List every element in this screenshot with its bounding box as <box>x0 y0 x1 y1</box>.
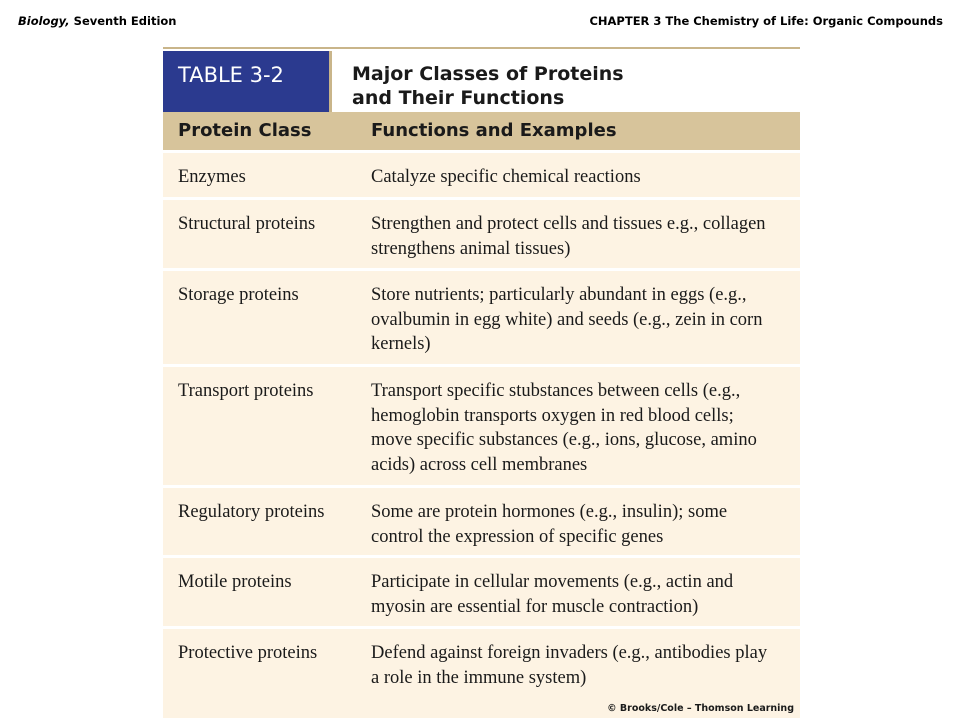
table-row <box>163 555 800 626</box>
function-line: Strengthen and protect cells and tissues e.g., collagen <box>371 214 766 234</box>
table-row <box>163 197 800 268</box>
function-line: strengthens animal tissues) <box>371 238 571 259</box>
column-header-functions: Functions and Examples <box>371 120 617 141</box>
function-cell <box>371 379 796 477</box>
book-edition: Seventh Edition <box>69 14 177 28</box>
protein-class-cell: Motile proteins <box>178 572 292 592</box>
function-line: Store nutrients; particularly abundant in eggs (e.g., <box>371 285 747 305</box>
function-line: control the expression of specific genes <box>371 526 664 547</box>
table-row <box>163 268 800 364</box>
table-number-label: TABLE 3-2 <box>163 51 329 114</box>
protein-class-cell: Regulatory proteins <box>178 502 325 522</box>
protein-class-cell: Enzymes <box>178 167 246 187</box>
table-title-band <box>163 47 800 112</box>
table-title <box>352 62 624 110</box>
function-line: acids) across cell membranes <box>371 454 588 475</box>
copyright-credit: © Brooks/Cole – Thomson Learning <box>607 703 794 714</box>
function-cell <box>371 212 796 261</box>
book-title: Biology, <box>18 14 70 28</box>
table-title-line-2: and Their Functions <box>352 87 565 109</box>
protein-class-cell: Protective proteins <box>178 643 318 663</box>
book-header <box>18 14 176 28</box>
column-header-protein-class: Protein Class <box>178 120 312 141</box>
function-cell <box>371 570 796 619</box>
function-line: kernels) <box>371 334 431 354</box>
table-row <box>163 485 800 555</box>
function-line: Defend against foreign invaders (e.g., antibodies play <box>371 643 768 663</box>
function-cell <box>371 500 796 549</box>
function-line: Transport specific stubstances between cells (e.g., <box>371 381 741 401</box>
function-line: Catalyze specific chemical reactions <box>371 167 641 187</box>
function-line: ovalbumin in egg white) and seeds (e.g., zein in corn <box>371 309 763 330</box>
function-line: Some are protein hormones (e.g., insulin); some <box>371 502 728 522</box>
protein-class-cell: Storage proteins <box>178 285 299 305</box>
table-row <box>163 150 800 197</box>
protein-class-cell: Structural proteins <box>178 214 316 234</box>
function-cell <box>371 165 796 190</box>
table-column-header <box>163 112 800 150</box>
chapter-header: CHAPTER 3 The Chemistry of Life: Organic Compounds <box>589 14 943 28</box>
function-line: myosin are essential for muscle contraction) <box>371 596 699 617</box>
function-line: move specific substances (e.g., ions, glucose, amino <box>371 430 757 450</box>
function-line: hemoglobin transports oxygen in red blood cells; <box>371 405 734 426</box>
title-divider <box>329 51 332 114</box>
function-cell <box>371 641 796 690</box>
protein-table <box>163 47 800 718</box>
function-cell <box>371 283 796 357</box>
table-title-line-1: Major Classes of Proteins <box>352 63 624 85</box>
table-row <box>163 364 800 485</box>
protein-class-cell: Transport proteins <box>178 381 314 401</box>
function-line: a role in the immune system) <box>371 667 587 688</box>
function-line: Participate in cellular movements (e.g., actin and <box>371 572 734 592</box>
